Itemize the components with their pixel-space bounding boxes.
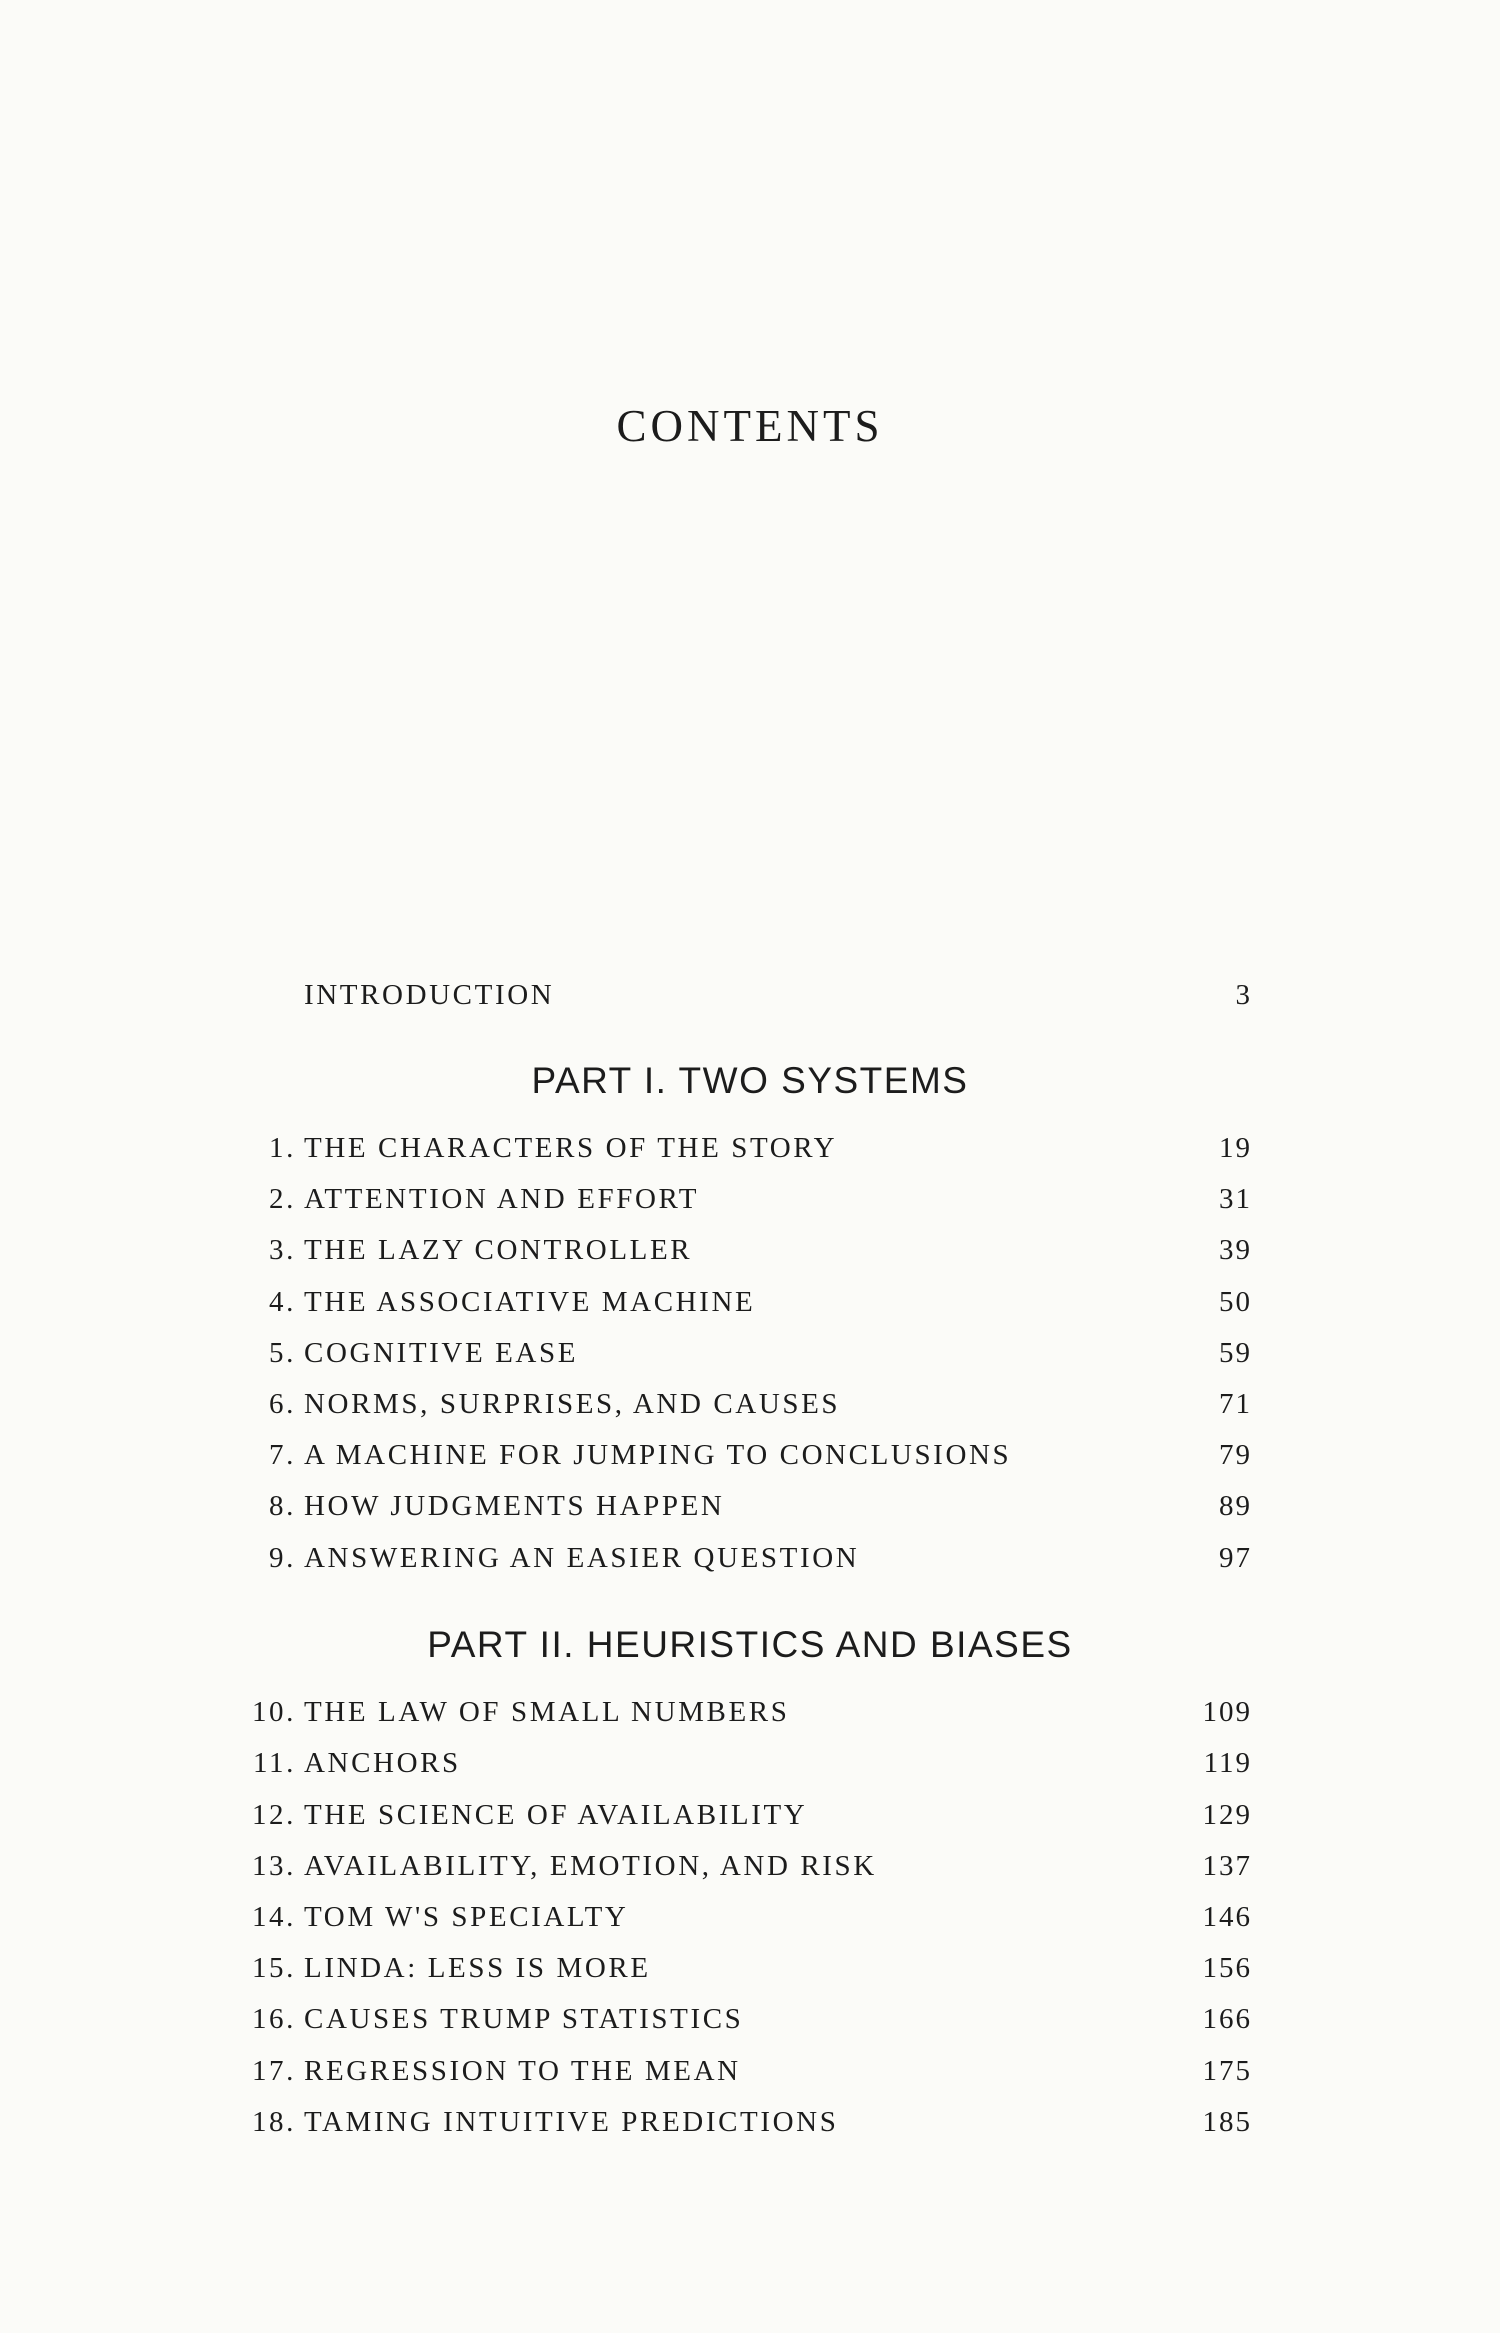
chapter-number: 8. [269, 1490, 296, 1522]
chapter-number: 1. [269, 1132, 296, 1164]
toc-entry[interactable] [0, 1486, 1500, 1526]
chapter-title: THE ASSOCIATIVE MACHINE [304, 1286, 756, 1318]
chapter-page: 129 [1202, 1799, 1252, 1831]
chapter-title: ANSWERING AN EASIER QUESTION [304, 1542, 860, 1574]
chapter-title: CAUSES TRUMP STATISTICS [304, 2003, 744, 2035]
chapter-page: 71 [1219, 1388, 1252, 1420]
chapter-title: COGNITIVE EASE [304, 1337, 579, 1369]
chapter-number: 9. [269, 1542, 296, 1574]
toc-entry[interactable] [0, 1846, 1500, 1886]
chapter-title: LINDA: LESS IS MORE [304, 1952, 651, 1984]
chapter-title: THE LAW OF SMALL NUMBERS [304, 1696, 790, 1728]
chapter-number: 12. [251, 1799, 296, 1831]
chapter-page: 166 [1202, 2003, 1252, 2035]
chapter-page: 89 [1219, 1490, 1252, 1522]
chapter-title: NORMS, SURPRISES, AND CAUSES [304, 1388, 841, 1420]
chapter-page: 156 [1202, 1952, 1252, 1984]
chapter-page: 19 [1219, 1132, 1252, 1164]
chapter-title: TOM W'S SPECIALTY [304, 1901, 629, 1933]
chapter-number: 13. [251, 1850, 296, 1882]
toc-entry[interactable] [0, 2102, 1500, 2142]
chapter-title: THE CHARACTERS OF THE STORY [304, 1132, 838, 1164]
chapter-number: 18. [251, 2106, 296, 2138]
chapter-page: 137 [1202, 1850, 1252, 1882]
toc-entry[interactable] [0, 1795, 1500, 1835]
chapter-title: A MACHINE FOR JUMPING TO CONCLUSIONS [304, 1439, 1012, 1471]
chapter-page: 175 [1202, 2055, 1252, 2087]
toc-entry[interactable] [0, 1538, 1500, 1578]
part-heading: PART I. TWO SYSTEMS [531, 1060, 969, 1101]
chapter-page: 39 [1219, 1234, 1252, 1266]
chapter-page: 79 [1219, 1439, 1252, 1471]
toc-entry[interactable] [0, 1333, 1500, 1373]
chapter-number: 11. [253, 1747, 296, 1779]
chapter-number: 3. [269, 1234, 296, 1266]
chapter-page: 109 [1202, 1696, 1252, 1728]
chapter-title: THE SCIENCE OF AVAILABILITY [304, 1799, 808, 1831]
chapter-page: 31 [1219, 1183, 1252, 1215]
chapter-number: 2. [269, 1183, 296, 1215]
chapter-title: TAMING INTUITIVE PREDICTIONS [304, 2106, 839, 2138]
chapter-number: 4. [269, 1286, 296, 1318]
toc-entry[interactable] [0, 1230, 1500, 1270]
chapter-number: 14. [251, 1901, 296, 1933]
toc-entry[interactable] [0, 1179, 1500, 1219]
toc-entry[interactable] [0, 1948, 1500, 1988]
toc-entry[interactable] [0, 1897, 1500, 1937]
chapter-number: 7. [269, 1439, 296, 1471]
toc-entry-introduction[interactable] [0, 975, 1500, 1015]
chapter-number: 6. [269, 1388, 296, 1420]
toc-entry[interactable] [0, 1692, 1500, 1732]
chapter-page: 59 [1219, 1337, 1252, 1369]
toc-entry[interactable] [0, 1743, 1500, 1783]
page-title: CONTENTS [616, 401, 884, 451]
toc-entry[interactable] [0, 1999, 1500, 2039]
chapter-number: 5. [269, 1337, 296, 1369]
chapter-title: REGRESSION TO THE MEAN [304, 2055, 741, 2087]
toc-entry[interactable] [0, 1435, 1500, 1475]
chapter-page: 119 [1203, 1747, 1252, 1779]
chapter-page: 97 [1219, 1542, 1252, 1574]
toc-entry[interactable] [0, 1282, 1500, 1322]
chapter-page: 146 [1202, 1901, 1252, 1933]
chapter-page: 185 [1202, 2106, 1252, 2138]
entry-page: 3 [1235, 979, 1252, 1011]
chapter-title: ATTENTION AND EFFORT [304, 1183, 700, 1215]
chapter-title: ANCHORS [304, 1747, 461, 1779]
chapter-page: 50 [1219, 1286, 1252, 1318]
chapter-number: 15. [251, 1952, 296, 1984]
entry-title: INTRODUCTION [304, 979, 555, 1011]
part-heading: PART II. HEURISTICS AND BIASES [427, 1624, 1073, 1665]
chapter-title: THE LAZY CONTROLLER [304, 1234, 693, 1266]
chapter-number: 10. [251, 1696, 296, 1728]
chapter-number: 17. [251, 2055, 296, 2087]
toc-entry[interactable] [0, 1384, 1500, 1424]
chapter-title: AVAILABILITY, EMOTION, AND RISK [304, 1850, 877, 1882]
chapter-number: 16. [251, 2003, 296, 2035]
toc-entry[interactable] [0, 1128, 1500, 1168]
toc-entry[interactable] [0, 2051, 1500, 2091]
chapter-title: HOW JUDGMENTS HAPPEN [304, 1490, 725, 1522]
